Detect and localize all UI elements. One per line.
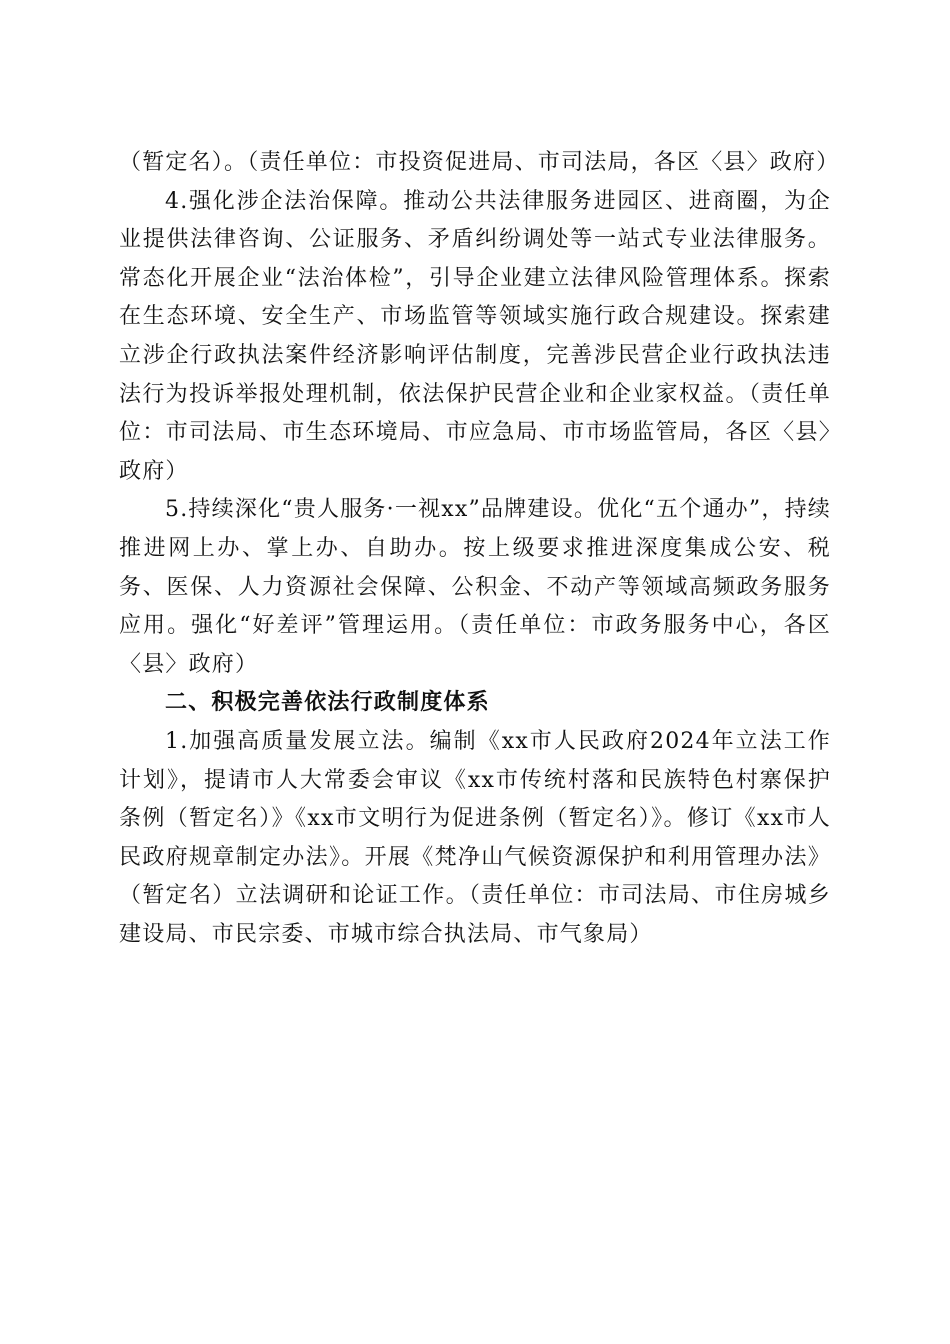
continuation-paragraph: （暂定名）。（责任单位：市投资促进局、市司法局，各区〈县〉政府） — [119, 150, 840, 175]
document-page — [119, 144, 840, 954]
item-4-legal-protection: 4.强化涉企法治保障。推动公共法律服务进园区、进商圈，为企业提供法律咨询、公证服务、矛盾纠纷调处等一站式专业法律服务。常态化开展企业“法治体检”，引导企业建立法律风险管理体系。探索在生态环境、安全生产、市场监管等领域实施行政合规建设。探索建立涉企行政执法案件经济影响评估制度，完善涉民营企业行政执法违法行为投诉举报处理机制，依法保护民营企业和企业家权益。（责任单位：市司法局、市生态环境局、市应急局、市市场监管局，各区〈县〉政府） — [119, 188, 831, 484]
item-1-legislation: 1.加强高质量发展立法。编制《xx市人民政府2024年立法工作计划》，提请市人大常委会审议《xx市传统村落和民族特色村寨保护条例（暂定名）》《xx市文明行为促进条例（暂定名）》。修订《xx市人民政府规章制定办法》。开展《梵净山气候资源保护和利用管理办法》（暂定名）立法调研和论证工作。（责任单位：市司法局、市住房城乡建设局、市民宗委、市城市综合执法局、市气象局） — [119, 728, 831, 947]
item-5-service-brand: 5.持续深化“贵人服务·一视xx”品牌建设。优化“五个通办”，持续推进网上办、掌上办、自助办。按上级要求推进深度集成公安、税务、医保、人力资源社会保障、公积金、不动产等领域高频政务服务应用。强化“好差评”管理运用。（责任单位：市政务服务中心，各区〈县〉政府） — [119, 497, 831, 677]
section-heading-2: 二、积极完善依法行政制度体系 — [165, 690, 490, 716]
